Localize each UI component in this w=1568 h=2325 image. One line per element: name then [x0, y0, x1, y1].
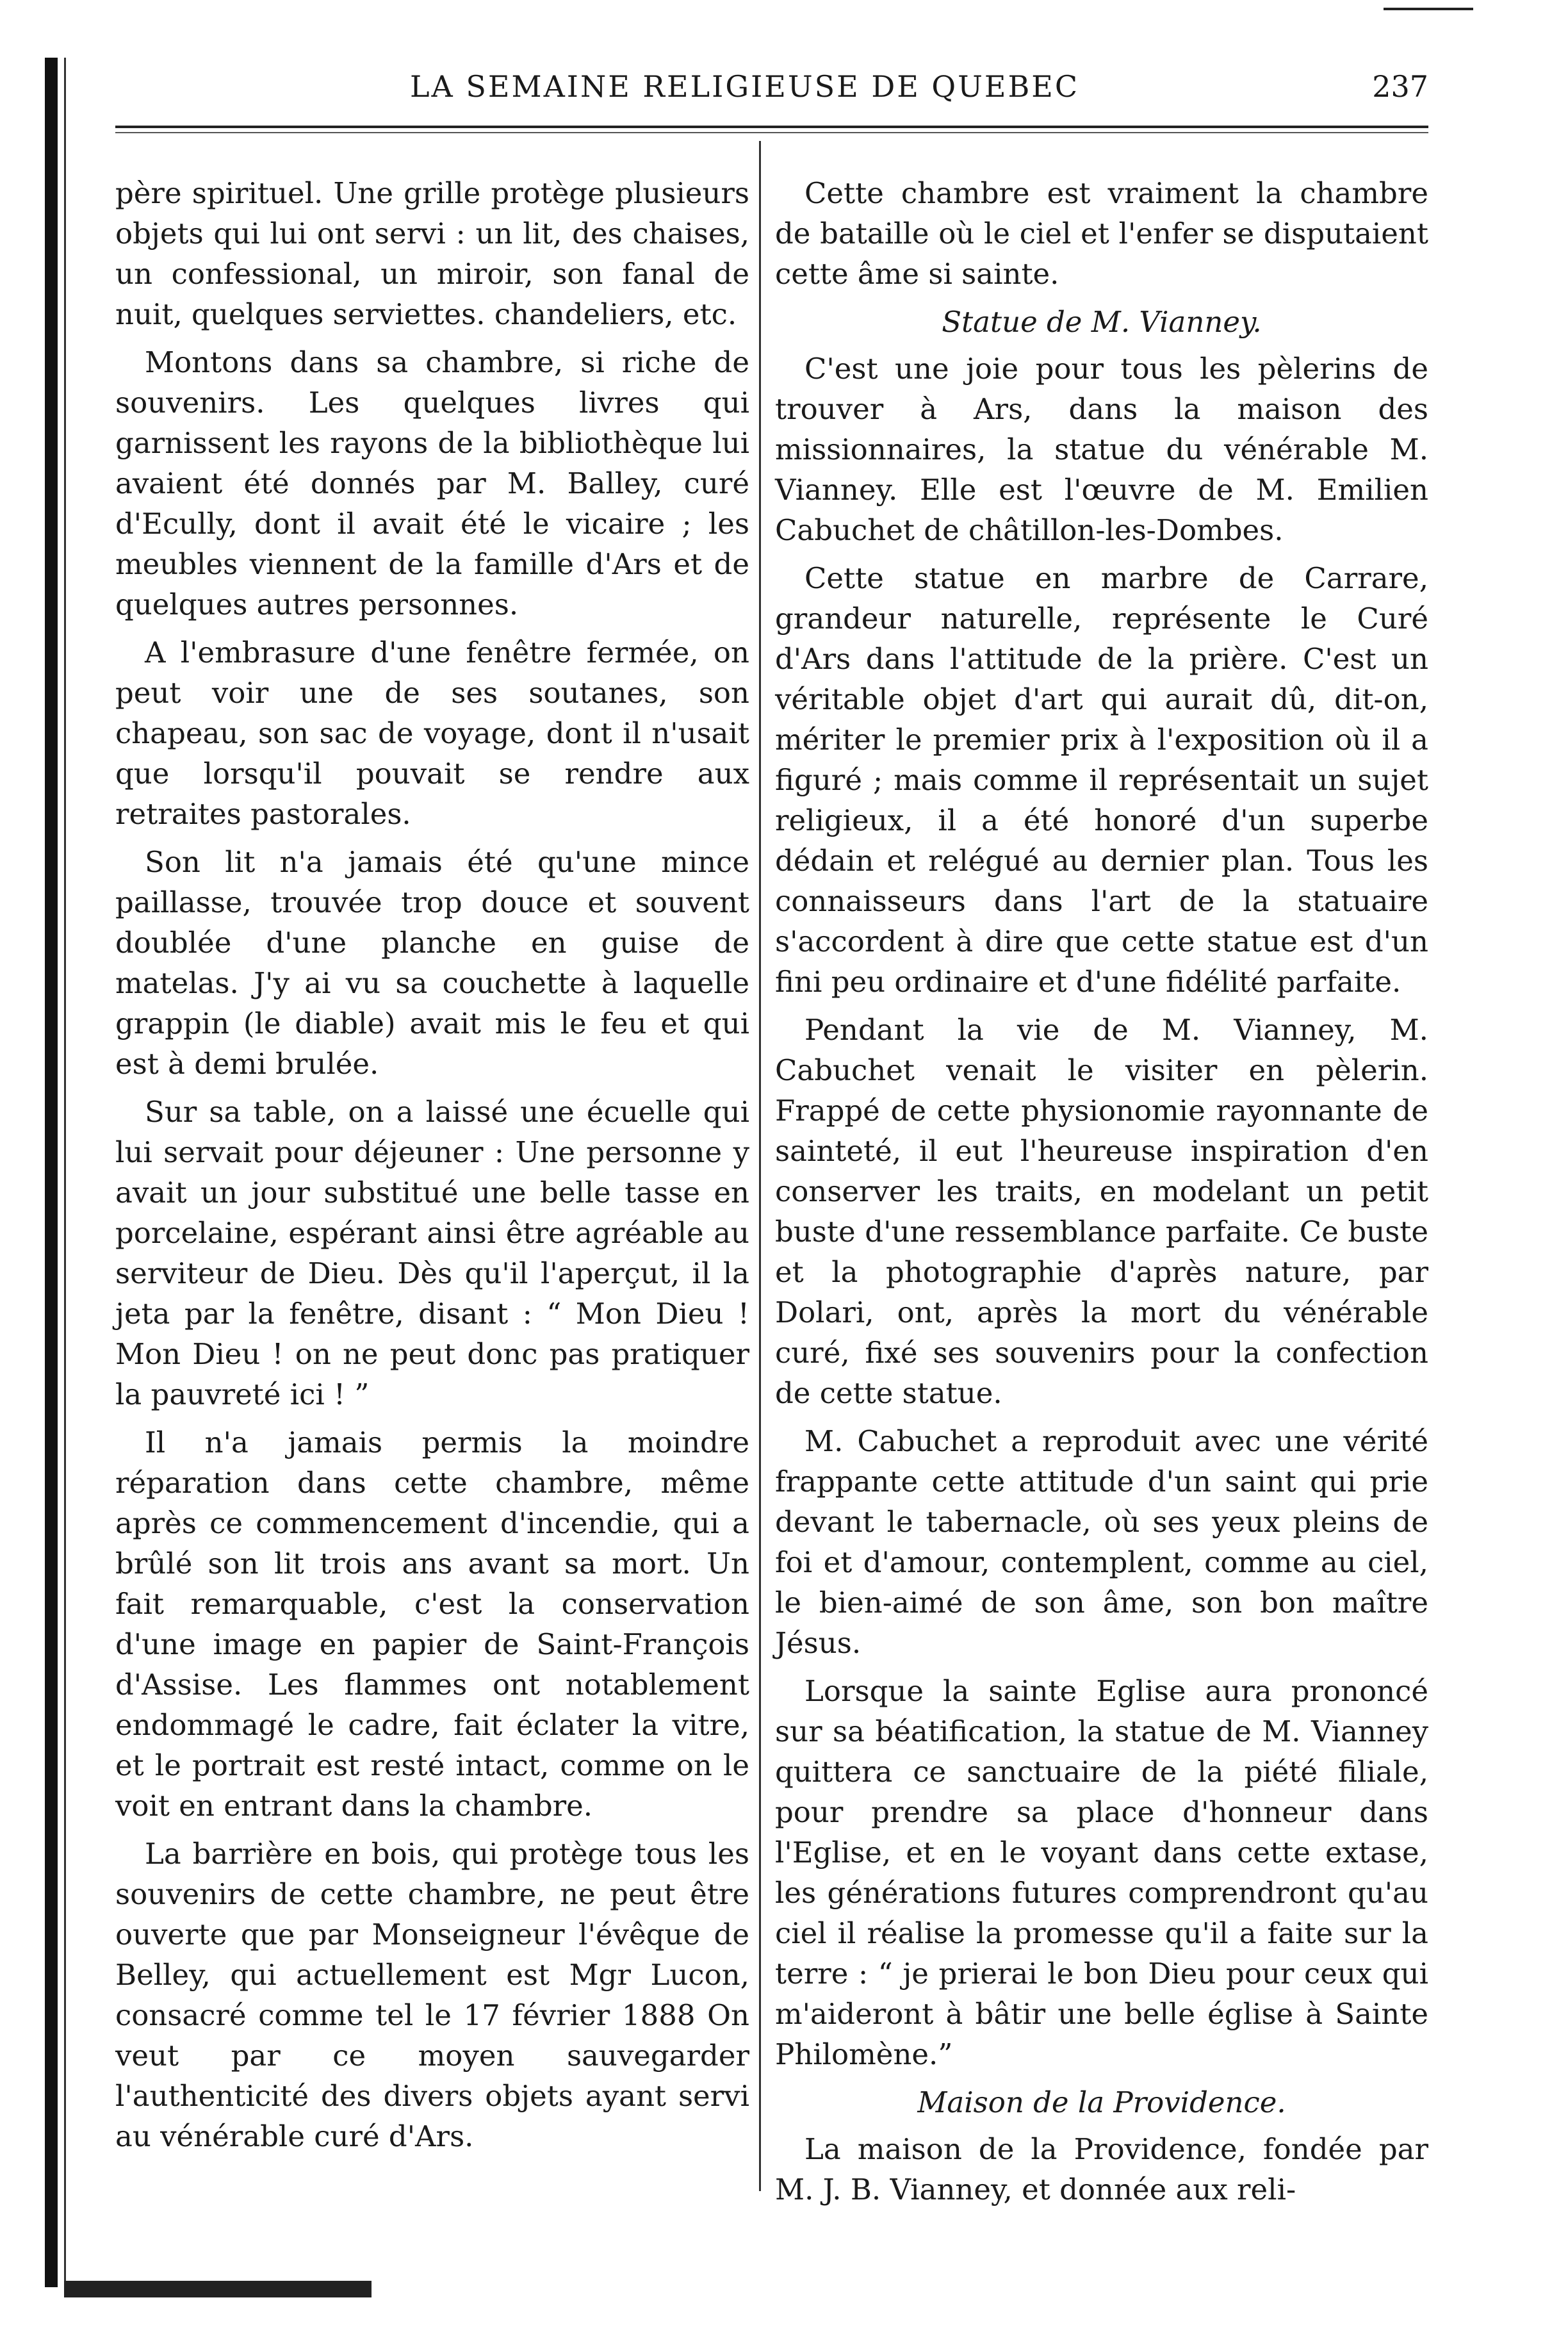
- page-bottom-edge: [64, 2281, 372, 2297]
- paragraph: Il n'a jamais permis la moindre réparation dans cette chambre, même après ce commencement d'incendie, qui a brûlé son lit trois ans avant sa mort. Un fait remarquable, c'est la conservation d'une image en papier de Saint-François d'Assise. Les flammes ont notablement endommagé le cadre, fait éclater la vitre, et le portrait est resté intact, comme on le voit en entrant dans la chambre.: [115, 1425, 749, 1823]
- paragraph: La barrière en bois, qui protège tous les souvenirs de cette chambre, ne peut être ouverte que par Monseigneur l'évêque de Belley, qui actuellement est Mgr Lucon, consacré comme tel le 17 février 1888 On veut par ce moyen sauvegarder l'authenticité des divers objets ayant servi au vénérable curé d'Ars.: [115, 1837, 749, 2153]
- paragraph: M. Cabuchet a reproduit avec une vérité frappante cette attitude d'un saint qui prie devant le tabernacle, où ses yeux pleins de foi et d'amour, contemplent, comme au ciel, le bien-aimé de son âme, son bon maître Jésus.: [775, 1424, 1428, 1660]
- paragraph: Cette chambre est vraiment la chambre de bataille où le ciel et l'enfer se disputaient cette âme si sainte.: [775, 176, 1428, 291]
- paragraph: Cette statue en marbre de Carrare, grandeur naturelle, représente le Curé d'Ars dans l'attitude de la prière. C'est un véritable objet d'art qui aurait dû, dit-on, mériter le premier prix à l'exposition où il a figuré ; mais comme il représentait un sujet religieux, il a été honoré d'un superbe dédain et relégué au dernier plan. Tous les connaisseurs dans l'art de la statuaire s'accordent à dire que cette statue est d'un fini peu ordinaire et d'une fidélité parfaite.: [775, 561, 1428, 999]
- paragraph: Pendant la vie de M. Vianney, M. Cabuchet venait le visiter en pèlerin. Frappé de cette physionomie rayonnante de sainteté, il eut l'heureuse inspiration d'en conserver les traits, en modelant un petit buste d'une ressemblance parfaite. Ce buste et la photographie d'après nature, par Dolari, ont, après la mort du vénérable curé, fixé ses souvenirs pour la confection de cette statue.: [775, 1013, 1428, 1410]
- right-column: [775, 173, 1428, 2217]
- section-heading: Statue de M. Vianney.: [942, 305, 1262, 339]
- left-column: [115, 173, 749, 2164]
- paragraph: C'est une joie pour tous les pèlerins de trouver à Ars, dans la maison des missionnaires, la statue du vénérable M. Vianney. Elle est l'œuvre de M. Emilien Cabuchet de châtillon-les-Dombes.: [775, 352, 1428, 547]
- paragraph: Lorsque la sainte Eglise aura prononcé sur sa béatification, la statue de M. Vianney quittera ce sanctuaire de la piété filiale, pour prendre sa place d'honneur dans l'Eglise, et en le voyant dans cette extase, les générations futures comprendront qu'au ciel il réalise la promesse qu'il a faite sur la terre : “ je prierai le bon Dieu pour ceux qui m'aideront à bâtir une belle église à Sainte Philomène.”: [775, 1674, 1428, 2071]
- paragraph: père spirituel. Une grille protège plusieurs objets qui lui ont servi : un lit, des chaises, un confessional, un miroir, son fanal de nuit, quelques serviettes. chandeliers, etc.: [115, 176, 749, 331]
- paragraph: A l'embrasure d'une fenêtre fermée, on peut voir une de ses soutanes, son chapeau, son sac de voyage, dont il n'usait que lorsqu'il pouvait se rendre aux retraites pastorales.: [115, 636, 749, 831]
- paragraph: Montons dans sa chambre, si riche de souvenirs. Les quelques livres qui garnissent les rayons de la bibliothèque lui avaient été donnés par M. Balley, curé d'Ecully, dont il avait été le vicaire ; les meubles viennent de la famille d'Ars et de quelques autres personnes.: [115, 345, 749, 621]
- running-title: LA SEMAINE RELIGIEUSE DE QUEBEC: [410, 69, 1080, 104]
- page-binding-line: [64, 58, 66, 2287]
- paragraph: Son lit n'a jamais été qu'une mince paillasse, trouvée trop douce et souvent doublée d'une planche en guise de matelas. J'y ai vu sa couchette à laquelle grappin (le diable) avait mis le feu et qui est à demi brulée.: [115, 845, 749, 1081]
- column-divider: [759, 141, 761, 2191]
- paragraph: La maison de la Providence, fondée par M. J. B. Vianney, et donnée aux reli-: [775, 2132, 1428, 2206]
- top-edge-mark: [1384, 8, 1473, 10]
- page-binding-edge: [45, 58, 58, 2287]
- header-rule: [115, 126, 1428, 128]
- page-number: 237: [1372, 69, 1428, 104]
- page-header: [115, 69, 1428, 114]
- header-rule-thin: [115, 132, 1428, 133]
- section-heading: Maison de la Providence.: [917, 2085, 1286, 2119]
- paragraph: Sur sa table, on a laissé une écuelle qui lui servait pour déjeuner : Une personne y avait un jour substitué une belle tasse en porcelaine, espérant ainsi être agréable au serviteur de Dieu. Dès qu'il l'aperçut, il la jeta par la fenêtre, disant : “ Mon Dieu ! Mon Dieu ! on ne peut donc pas pratiquer la pauvreté ici ! ”: [115, 1095, 749, 1411]
